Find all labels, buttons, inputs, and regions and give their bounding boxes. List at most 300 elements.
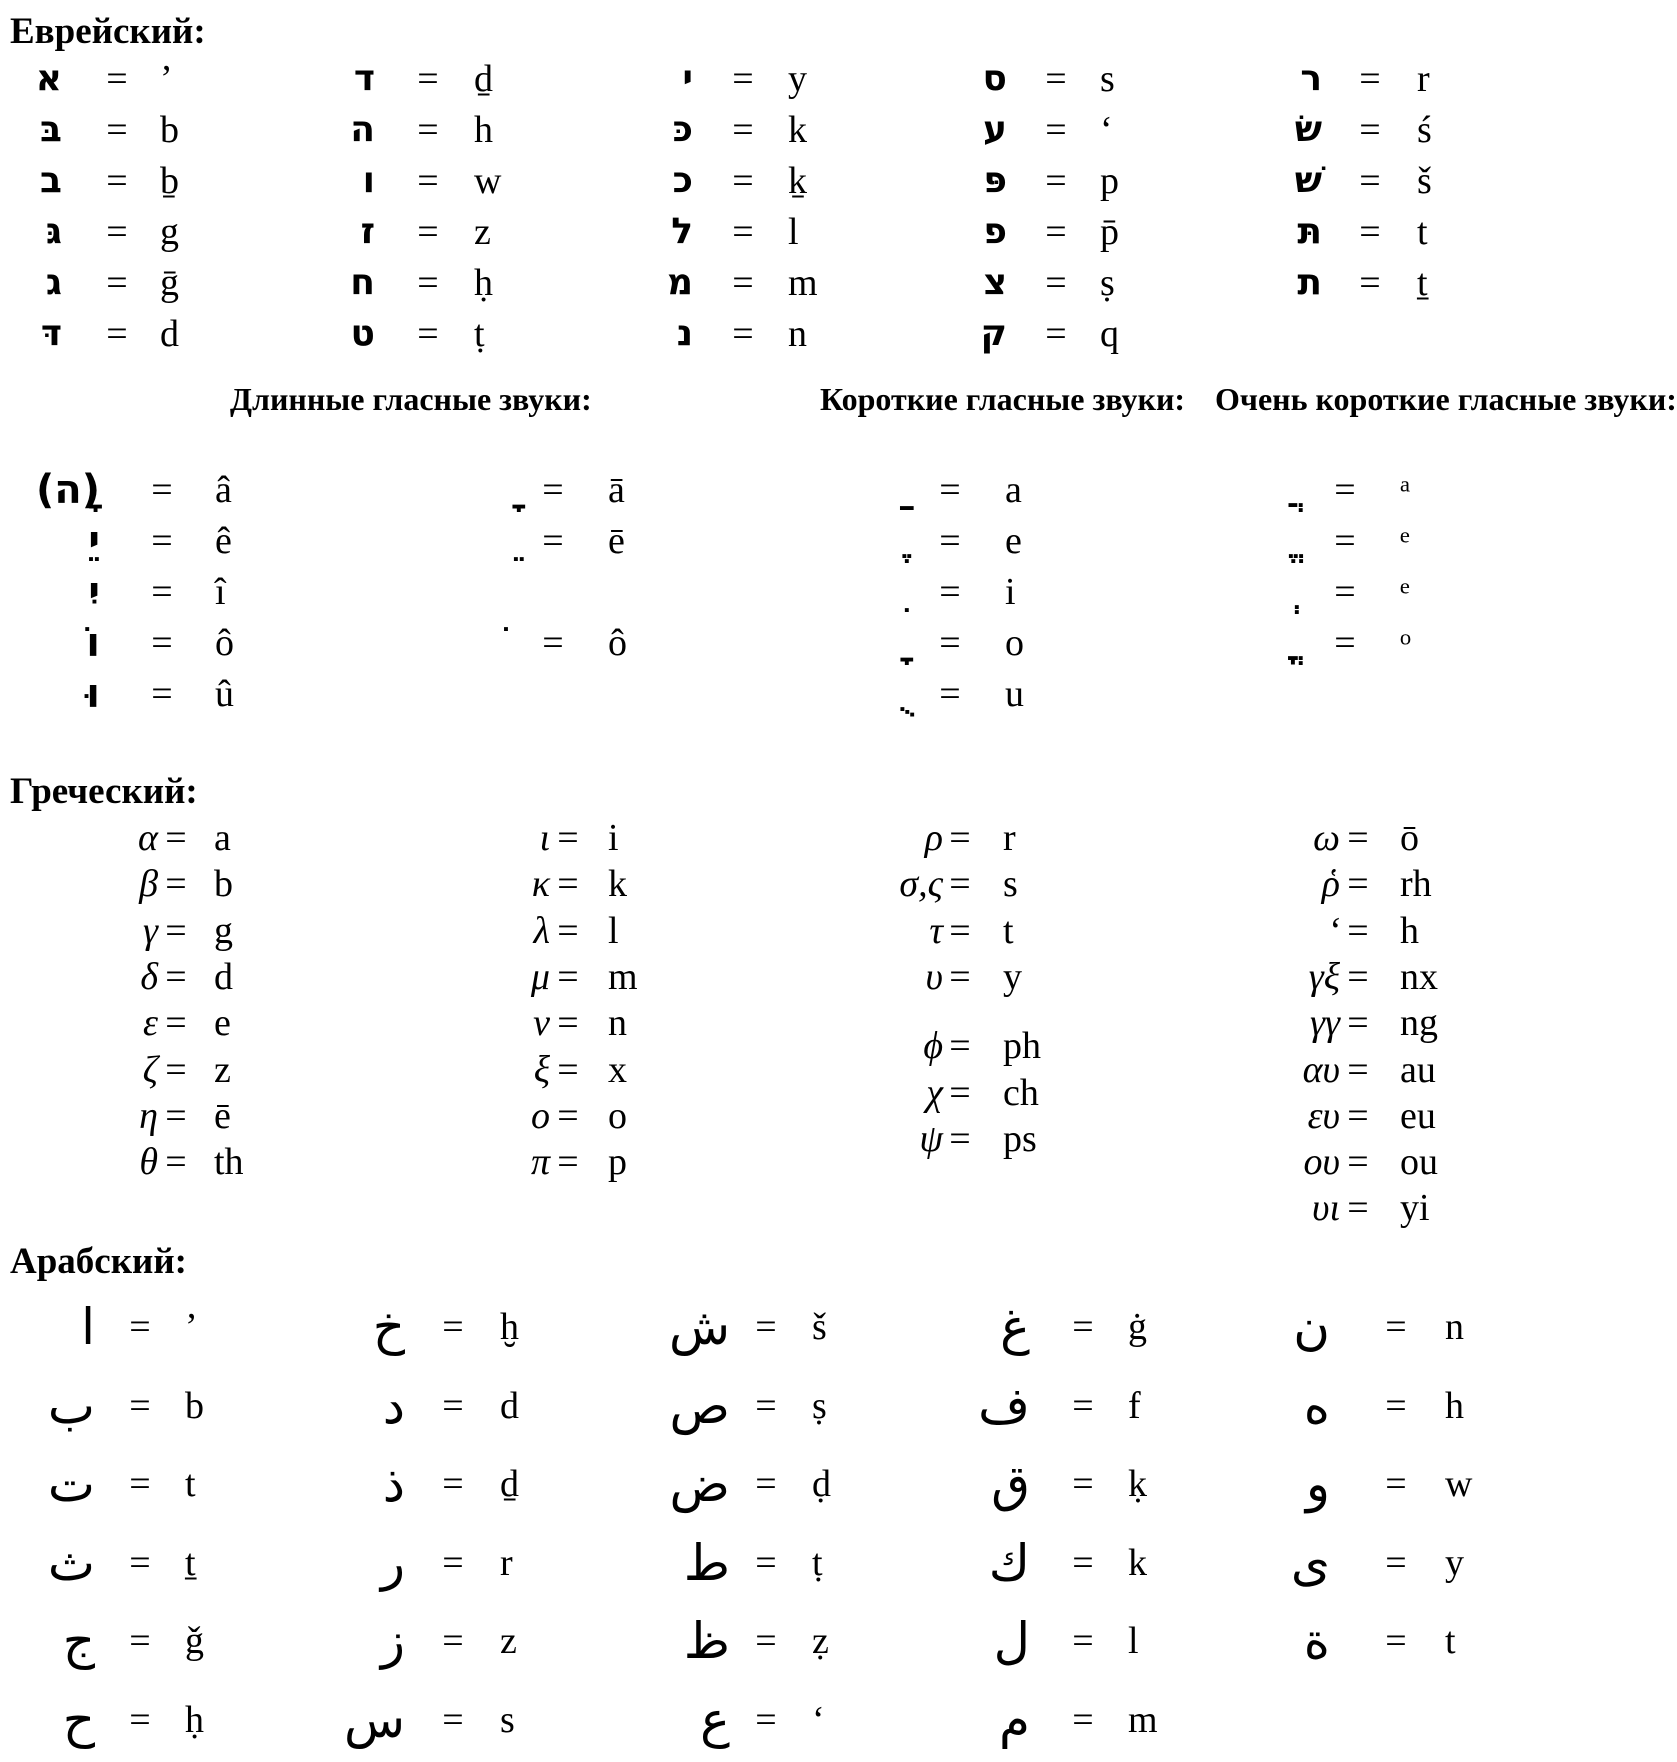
source-letter: ل [993, 1612, 1030, 1670]
source-letter: א [35, 58, 62, 99]
equals-sign: = [1072, 1541, 1094, 1584]
transliteration: ch [1003, 1071, 1039, 1114]
hebrew-letter-row [0, 312, 1503, 356]
transliteration: û [215, 673, 234, 715]
transliteration: au [1400, 1048, 1436, 1091]
source-letter: غ [1000, 1298, 1030, 1356]
source-letter: ف [978, 1376, 1030, 1435]
transliteration: ’ [160, 58, 173, 100]
source-letter: س [343, 1690, 405, 1749]
equals-sign: = [1334, 520, 1356, 562]
source-letter: ת [1297, 262, 1322, 303]
transliteration: ġ [1128, 1306, 1147, 1348]
transliteration: ḫ [500, 1306, 519, 1348]
transliteration: nx [1400, 955, 1438, 998]
greek-letter-row [0, 908, 1503, 954]
equals-sign: = [557, 955, 579, 998]
transliteration: ṯ [1417, 262, 1428, 304]
transliteration: ḏ [500, 1463, 519, 1505]
transliteration: f [1128, 1384, 1141, 1427]
transliteration: ps [1003, 1117, 1037, 1160]
source-letter: ι [539, 817, 550, 859]
equals-sign: = [1334, 571, 1356, 613]
equals-sign: = [106, 109, 128, 151]
equals-sign: = [755, 1698, 777, 1741]
source-letter: פ [983, 211, 1007, 252]
source-letter: ض [669, 1455, 730, 1513]
equals-sign: = [732, 211, 754, 253]
transliteration: t [1417, 211, 1428, 253]
source-letter: ג [45, 262, 62, 303]
transliteration: th [214, 1141, 244, 1184]
arabic-heading: Арабский: [10, 1241, 187, 1282]
greek-letter-row [0, 1185, 1503, 1231]
source-letter: יִ [88, 569, 100, 615]
transliteration: z [474, 211, 491, 253]
transliteration: a [214, 817, 231, 859]
transliteration: ḥ [474, 262, 493, 304]
source-letter: ה [350, 109, 375, 150]
equals-sign: = [129, 1463, 151, 1505]
equals-sign: = [1347, 1187, 1369, 1230]
equals-sign: = [939, 673, 961, 715]
equals-sign: = [732, 109, 754, 151]
source-letter: ظ [683, 1612, 730, 1670]
equals-sign: = [165, 817, 187, 859]
transliteration: l [608, 909, 619, 952]
source-letter: ב [40, 160, 62, 201]
equals-sign: = [1385, 1620, 1407, 1662]
equals-sign: = [755, 1541, 777, 1584]
transliteration: ḥ [185, 1698, 204, 1741]
transliteration: ḇ [160, 160, 179, 202]
equals-sign: = [557, 863, 579, 906]
equals-sign: = [1385, 1306, 1407, 1348]
transliteration: d [214, 955, 233, 998]
transliteration: ḡ [160, 262, 179, 304]
transliteration: g [214, 909, 233, 952]
equals-sign: = [165, 955, 187, 998]
equals-sign: = [939, 520, 961, 562]
transliteration: ō [1400, 817, 1419, 859]
transliteration: ng [1400, 1002, 1438, 1045]
transliteration: w [474, 160, 502, 202]
equals-sign: = [129, 1384, 151, 1427]
greek-letter-row [0, 1139, 1503, 1185]
transliteration: t [1003, 909, 1014, 952]
equals-sign: = [1072, 1698, 1094, 1741]
equals-sign: = [557, 817, 579, 859]
source-letter: ϕ [923, 1025, 943, 1068]
transliteration: g [160, 211, 179, 253]
equals-sign: = [417, 58, 439, 100]
source-letter: η [139, 1094, 158, 1137]
transliteration: p̄ [1100, 211, 1119, 253]
long-vowels-heading: Длинные гласные звуки: [230, 381, 592, 417]
transliteration: s [500, 1698, 515, 1741]
source-letter: ‘ [1327, 909, 1340, 952]
transliteration: ᵉ [1400, 571, 1410, 613]
source-letter: υ [925, 955, 943, 998]
equals-sign: = [1334, 469, 1356, 511]
source-letter: ط [683, 1533, 730, 1592]
source-letter: χ [926, 1071, 943, 1114]
transliteration: t [185, 1463, 196, 1505]
transliteration: ’ [185, 1306, 198, 1348]
transliteration: e [214, 1002, 231, 1045]
source-letter: و [1305, 1455, 1330, 1513]
equals-sign: = [949, 817, 971, 859]
equals-sign: = [557, 909, 579, 952]
transliteration: z [214, 1048, 231, 1091]
equals-sign: = [1347, 1094, 1369, 1137]
source-letter: θ [139, 1141, 158, 1184]
equals-sign: = [129, 1541, 151, 1584]
transliteration: ẓ [812, 1620, 829, 1662]
arabic-letter-row [0, 1376, 1503, 1435]
equals-sign: = [1359, 58, 1381, 100]
source-letter: β [139, 863, 158, 906]
transliteration: m [608, 955, 638, 998]
transliteration: ᵉ [1400, 520, 1410, 562]
equals-sign: = [939, 571, 961, 613]
transliteration: ǧ [185, 1620, 204, 1662]
transliteration: h [474, 109, 493, 151]
transliteration: k [1128, 1541, 1147, 1584]
source-letter: ت [47, 1455, 95, 1513]
transliteration: ṭ [812, 1541, 823, 1584]
equals-sign: = [442, 1541, 464, 1584]
transliteration: n [608, 1002, 627, 1045]
greek-heading: Греческий: [10, 771, 198, 812]
source-letter: ס [982, 58, 1007, 99]
equals-sign: = [949, 1025, 971, 1068]
equals-sign: = [949, 955, 971, 998]
very-short-vowels-heading: Очень короткие гласные звуки: [1215, 381, 1677, 417]
source-letter: ا [81, 1298, 95, 1356]
source-letter [1143, 519, 1283, 563]
transliteration: m [788, 262, 818, 304]
equals-sign: = [1347, 1141, 1369, 1184]
vowel-row-short [0, 672, 1503, 716]
source-letter: ח [350, 262, 375, 303]
transliteration: a [1005, 469, 1022, 511]
equals-sign: = [949, 1071, 971, 1114]
equals-sign: = [151, 571, 173, 613]
transliteration: e [1005, 520, 1022, 562]
arabic-letter-row [0, 1612, 1503, 1670]
transliteration: b [214, 863, 233, 906]
source-letter: ק [980, 313, 1007, 354]
source-letter [1143, 570, 1283, 614]
source-letter: ר [1300, 58, 1322, 99]
source-letter: מ [666, 262, 693, 303]
hebrew-letter-row [0, 57, 1503, 101]
transliteration: ô [608, 622, 627, 664]
source-letter: וּ [86, 671, 100, 717]
source-letter [1143, 468, 1283, 512]
source-letter: ش [668, 1298, 730, 1356]
transliteration: ṯ [185, 1541, 196, 1584]
transliteration: d [160, 313, 179, 355]
hebrew-letter-row [0, 159, 1503, 203]
equals-sign: = [755, 1384, 777, 1427]
source-letter: ح [62, 1690, 95, 1749]
greek-letter-row [0, 954, 1503, 1000]
source-letter: י [682, 58, 693, 99]
source-letter: דּ [40, 313, 62, 354]
source-letter: κ [531, 863, 550, 906]
equals-sign: = [1359, 262, 1381, 304]
transliteration: h [1400, 909, 1419, 952]
source-letter: ז [360, 211, 375, 252]
hebrew-letter-row [0, 261, 1503, 305]
equals-sign: = [165, 1048, 187, 1091]
source-letter: ج [62, 1612, 95, 1670]
transliteration: yi [1400, 1187, 1430, 1230]
equals-sign: = [442, 1620, 464, 1662]
arabic-letter-row [0, 1690, 1503, 1749]
equals-sign: = [732, 160, 754, 202]
equals-sign: = [442, 1698, 464, 1741]
source-letter: בּ [40, 109, 62, 150]
transliteration: ᵃ [1400, 469, 1411, 511]
transliteration: ṣ [812, 1384, 827, 1427]
source-letter: ه [1303, 1376, 1330, 1435]
equals-sign: = [1347, 1048, 1369, 1091]
equals-sign: = [542, 469, 564, 511]
transliteration: ḵ [788, 160, 807, 202]
equals-sign: = [129, 1620, 151, 1662]
transliteration: eu [1400, 1094, 1436, 1137]
source-letter: ر [380, 1533, 405, 1592]
transliteration: x [608, 1048, 627, 1091]
equals-sign: = [732, 58, 754, 100]
source-letter: גּ [45, 211, 62, 252]
source-letter: וֹ [86, 620, 100, 666]
equals-sign: = [1347, 1002, 1369, 1045]
equals-sign: = [1072, 1306, 1094, 1348]
source-letter: ρ [924, 817, 943, 859]
equals-sign: = [755, 1306, 777, 1348]
equals-sign: = [129, 1698, 151, 1741]
transliteration: ā [608, 469, 625, 511]
source-letter: α [138, 817, 158, 859]
equals-sign: = [106, 58, 128, 100]
equals-sign: = [1385, 1384, 1407, 1427]
source-letter: ד [353, 58, 375, 99]
transliteration: ou [1400, 1141, 1438, 1184]
transliteration: l [788, 211, 799, 253]
equals-sign: = [417, 211, 439, 253]
equals-sign: = [106, 211, 128, 253]
source-letter [753, 672, 893, 716]
equals-sign: = [417, 160, 439, 202]
equals-sign: = [106, 313, 128, 355]
transliteration: ‘ [1100, 109, 1113, 151]
transliteration: rh [1400, 863, 1432, 906]
source-letter: ξ [533, 1048, 550, 1091]
greek-letter-row [0, 815, 1503, 861]
source-letter: ו [362, 160, 375, 201]
equals-sign: = [1045, 313, 1067, 355]
source-letter: ע [983, 109, 1007, 150]
source-letter: ευ [1307, 1094, 1340, 1137]
source-letter: ῥ [1321, 863, 1340, 906]
transliteration: z [500, 1620, 517, 1662]
equals-sign: = [1072, 1463, 1094, 1505]
transliteration: š [812, 1306, 827, 1348]
source-letter: د [382, 1376, 405, 1435]
transliteration: n [788, 313, 807, 355]
transliteration: b [160, 109, 179, 151]
equals-sign: = [151, 622, 173, 664]
source-letter: (ה)ָ [35, 467, 100, 513]
equals-sign: = [949, 909, 971, 952]
transliteration: r [500, 1541, 513, 1584]
transliteration: i [608, 817, 619, 859]
greek-letter-row [0, 861, 1503, 907]
transliteration: b [185, 1384, 204, 1427]
transliteration: w [1445, 1463, 1473, 1505]
vowel-row-very-short [0, 621, 1503, 665]
greek-letter-row [0, 1047, 1503, 1093]
source-letter: צ [983, 262, 1007, 303]
transliteration: i [1005, 571, 1016, 613]
transliteration: q [1100, 313, 1119, 355]
equals-sign: = [165, 1141, 187, 1184]
equals-sign: = [939, 622, 961, 664]
hebrew-letter-row [0, 108, 1503, 152]
transliteration: t [1445, 1620, 1456, 1662]
equals-sign: = [1072, 1384, 1094, 1427]
equals-sign: = [1045, 58, 1067, 100]
source-letter: αυ [1302, 1048, 1340, 1091]
transliteration: ḏ [474, 58, 493, 100]
equals-sign: = [1334, 622, 1356, 664]
transliteration: u [1005, 673, 1024, 715]
equals-sign: = [417, 109, 439, 151]
equals-sign: = [557, 1094, 579, 1137]
equals-sign: = [755, 1463, 777, 1505]
source-letter: ט [350, 313, 375, 354]
transliteration: ṭ [474, 313, 485, 355]
equals-sign: = [542, 622, 564, 664]
transliteration: y [788, 58, 807, 100]
equals-sign: = [129, 1306, 151, 1348]
hebrew-heading: Еврейский: [10, 11, 206, 52]
equals-sign: = [939, 469, 961, 511]
transliteration: k [788, 109, 807, 151]
source-letter: γ [143, 909, 158, 952]
equals-sign: = [417, 313, 439, 355]
transliteration: ē [214, 1094, 231, 1137]
transliteration: s [1003, 863, 1018, 906]
source-letter: υι [1312, 1187, 1340, 1230]
equals-sign: = [1359, 160, 1381, 202]
source-letter: δ [140, 955, 158, 998]
equals-sign: = [557, 1002, 579, 1045]
source-letter: ة [1303, 1612, 1330, 1670]
arabic-letter-row [0, 1533, 1503, 1592]
source-letter: σ,ς [899, 863, 943, 906]
greek-letter-row [0, 1000, 1503, 1046]
source-letter: ν [533, 1002, 550, 1045]
source-letter: λ [533, 909, 550, 952]
equals-sign: = [1045, 109, 1067, 151]
equals-sign: = [165, 1002, 187, 1045]
equals-sign: = [1385, 1541, 1407, 1584]
transliteration: â [215, 469, 232, 511]
equals-sign: = [165, 909, 187, 952]
source-letter: ق [991, 1455, 1030, 1513]
equals-sign: = [1072, 1620, 1094, 1662]
source-letter: ع [700, 1690, 730, 1749]
transliteration: ‘ [812, 1698, 825, 1741]
transliteration: ḍ [812, 1463, 831, 1505]
short-vowels-heading: Короткие гласные звуки: [820, 381, 1186, 417]
vowel-row-very-short [0, 570, 1503, 614]
equals-sign: = [417, 262, 439, 304]
source-letter: م [999, 1690, 1030, 1749]
source-letter: γξ [1308, 955, 1340, 998]
source-letter: ص [669, 1376, 730, 1435]
equals-sign: = [1347, 863, 1369, 906]
equals-sign: = [732, 262, 754, 304]
equals-sign: = [1045, 211, 1067, 253]
source-letter: τ [929, 909, 943, 952]
source-letter: ου [1303, 1141, 1340, 1184]
transliteration: ᵒ [1400, 622, 1411, 664]
transliteration: m [1128, 1698, 1158, 1741]
transliteration: ô [215, 622, 234, 664]
vowel-row-very-short [0, 519, 1503, 563]
equals-sign: = [949, 863, 971, 906]
equals-sign: = [1045, 262, 1067, 304]
equals-sign: = [557, 1048, 579, 1091]
equals-sign: = [442, 1384, 464, 1427]
equals-sign: = [542, 520, 564, 562]
source-letter: ω [1313, 817, 1340, 859]
transliteration: r [1417, 58, 1430, 100]
source-letter: ب [47, 1376, 95, 1435]
equals-sign: = [1347, 817, 1369, 859]
equals-sign: = [949, 1117, 971, 1160]
transliteration: ê [215, 520, 232, 562]
source-letter: ε [143, 1002, 158, 1045]
transliteration: h [1445, 1384, 1464, 1427]
source-letter: כּ [672, 109, 693, 150]
source-letter: שׁ [1294, 160, 1322, 201]
source-letter: פּ [983, 160, 1007, 201]
transliteration: n [1445, 1306, 1464, 1348]
equals-sign: = [732, 313, 754, 355]
transliteration: î [215, 571, 226, 613]
transliteration: p [1100, 160, 1119, 202]
transliteration: y [1445, 1541, 1464, 1584]
source-letter: נ [676, 313, 693, 354]
greek-letter-row [0, 1093, 1503, 1139]
source-letter: כ [672, 160, 693, 201]
equals-sign: = [106, 262, 128, 304]
transliteration: p [608, 1141, 627, 1184]
equals-sign: = [1347, 955, 1369, 998]
equals-sign: = [1359, 109, 1381, 151]
source-letter: ن [1293, 1298, 1330, 1356]
source-letter: ز [380, 1612, 405, 1670]
transliteration: o [1005, 622, 1024, 664]
source-letter: ى [1290, 1533, 1330, 1592]
